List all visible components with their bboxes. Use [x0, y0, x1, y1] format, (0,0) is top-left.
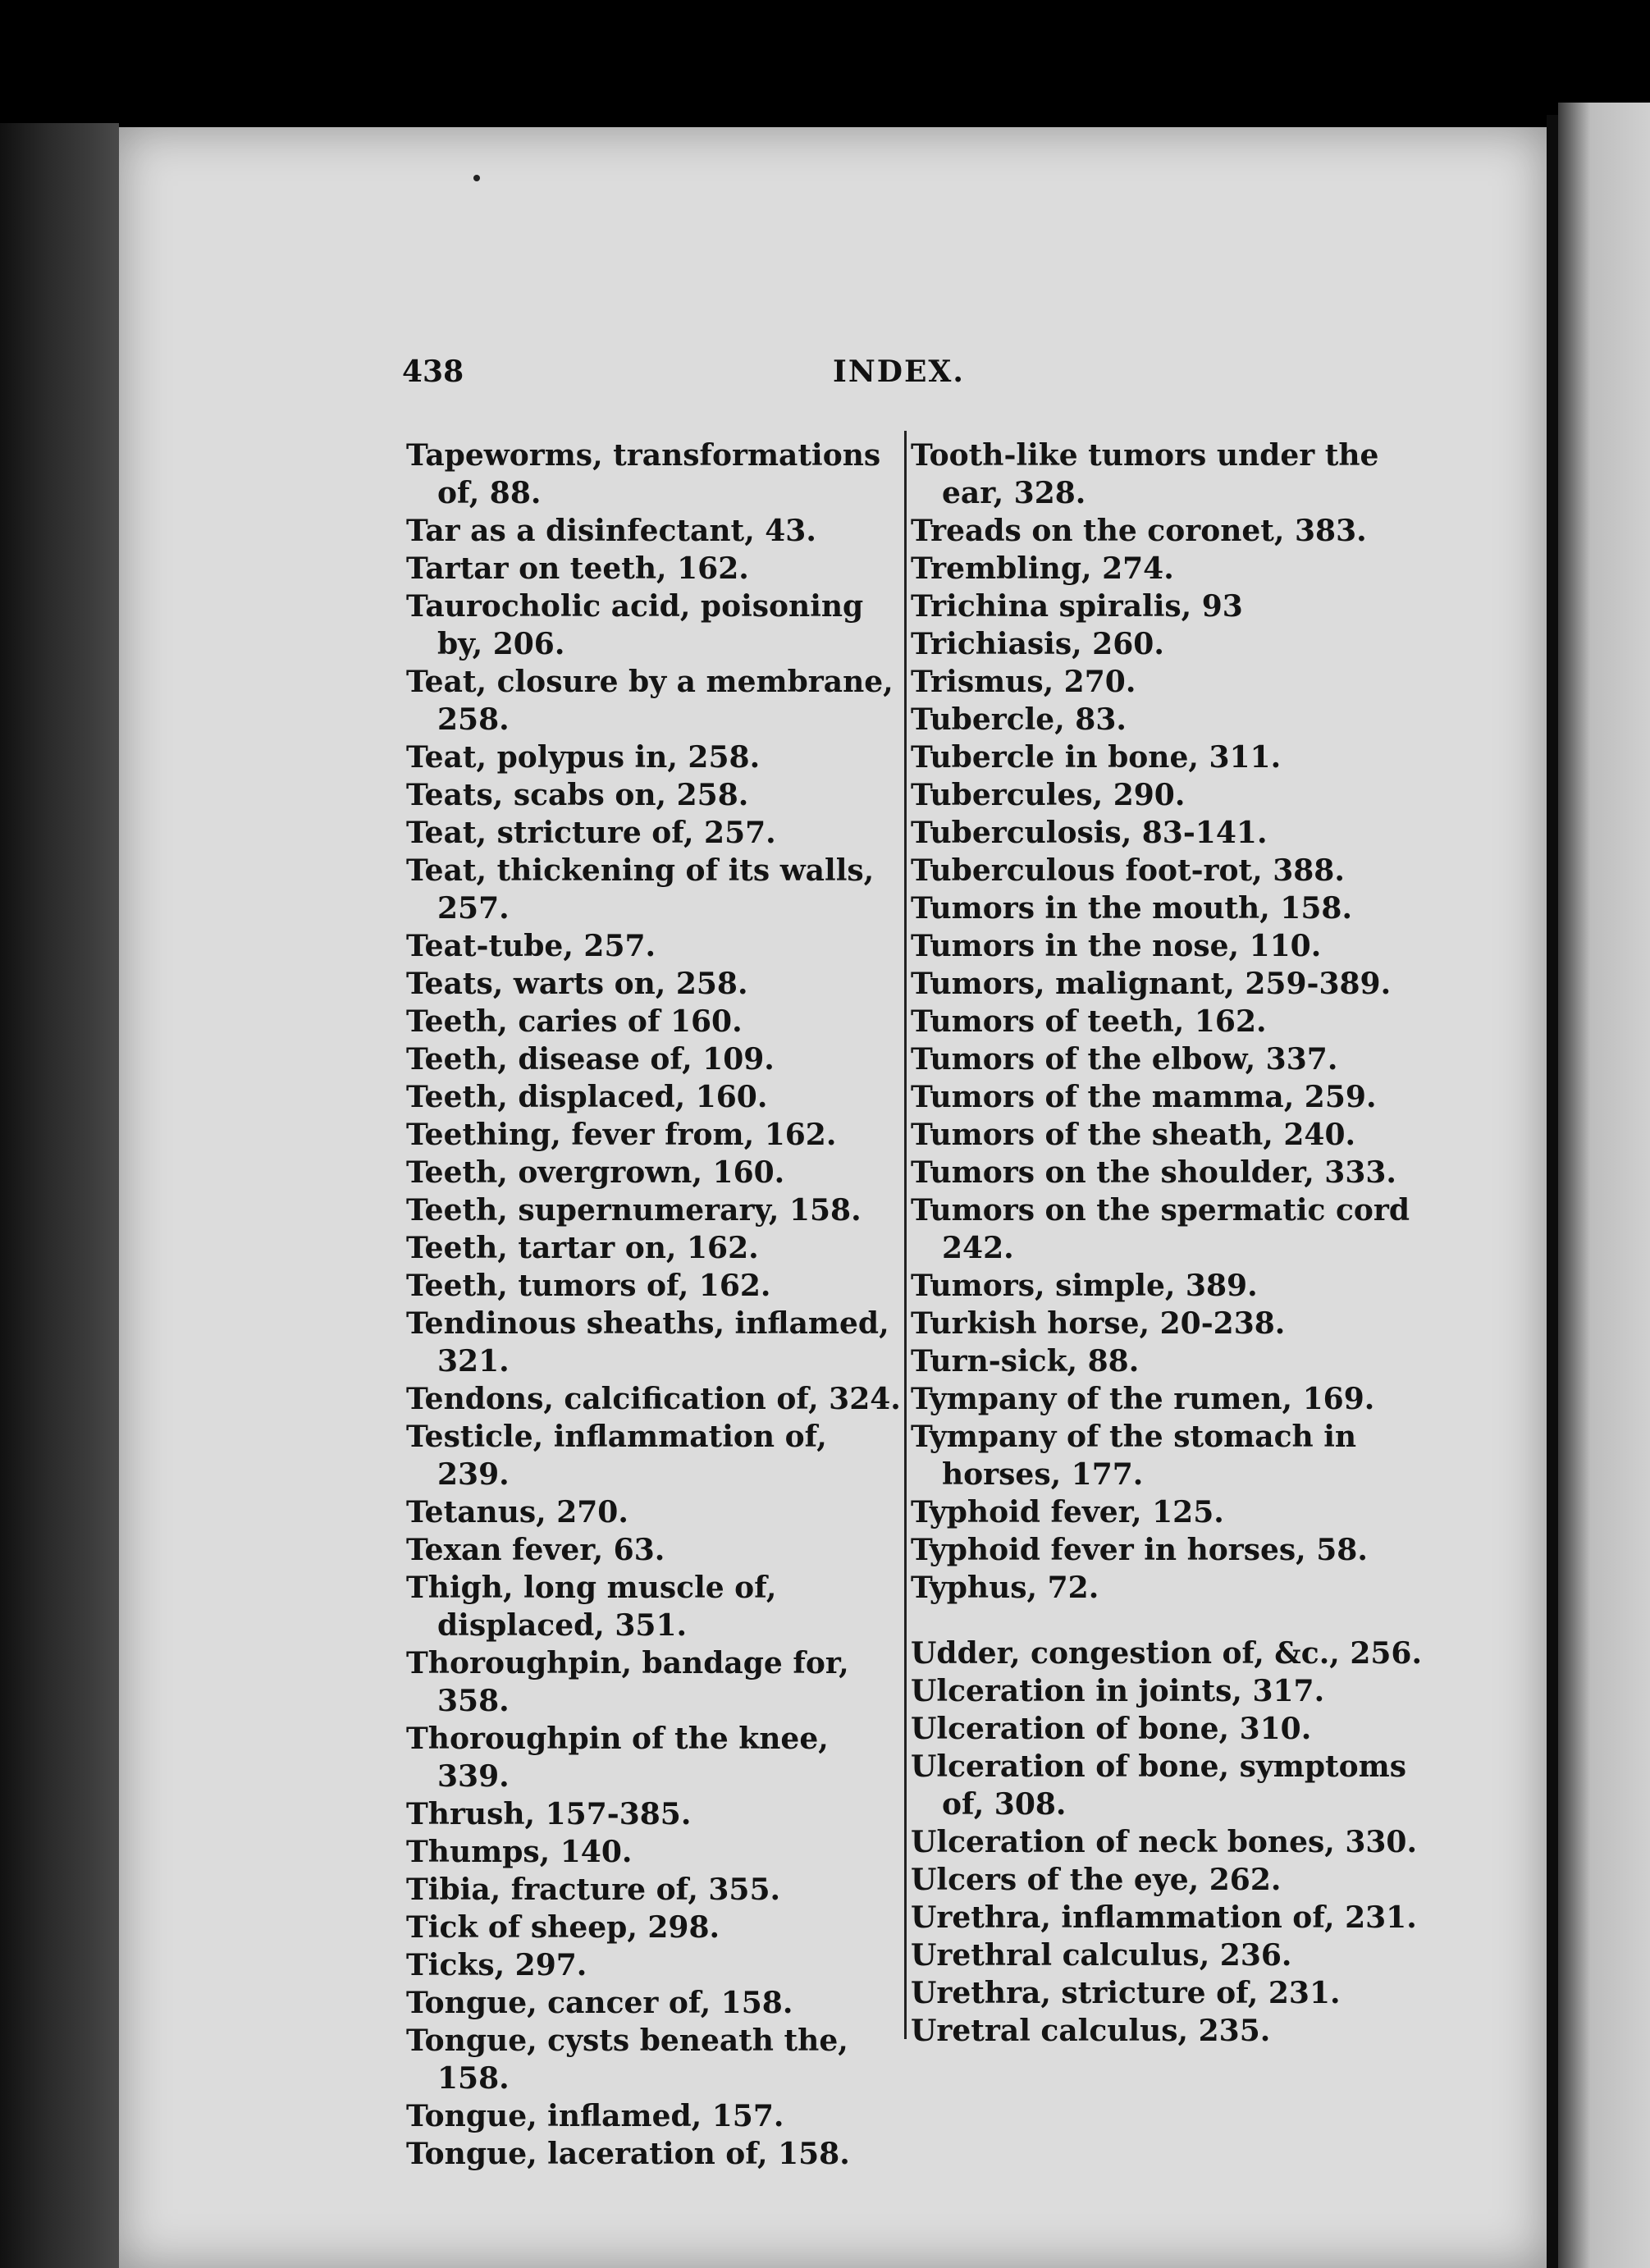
index-entry: Trembling, 274. — [911, 551, 1174, 586]
index-entry: Teeth, displaced, 160. — [406, 1080, 768, 1114]
index-entry: Uretral calculus, 235. — [911, 2014, 1271, 2048]
index-entry: Typhoid fever in horses, 58. — [911, 1533, 1368, 1567]
ink-speck — [473, 175, 480, 181]
index-entry: Texan fever, 63. — [406, 1533, 665, 1567]
index-entry: Tuberculosis, 83-141. — [911, 816, 1268, 850]
index-entry: Urethra, stricture of, 231. — [911, 1976, 1341, 2010]
index-entry: Thumps, 140. — [406, 1835, 633, 1869]
index-entry: Tooth-like tumors under the ear, 328. — [911, 438, 1379, 510]
index-entry: Tick of sheep, 298. — [406, 1910, 720, 1945]
index-entry: Tumors of the elbow, 337. — [911, 1042, 1338, 1077]
index-entry: Tumors of the sheath, 240. — [911, 1118, 1356, 1152]
index-entry: Ticks, 297. — [406, 1948, 587, 1982]
index-entry: Thigh, long muscle of, displaced, 351. — [406, 1571, 777, 1643]
index-entry: Tympany of the rumen, 169. — [911, 1382, 1375, 1416]
index-entry: Tar as a disinfectant, 43. — [406, 514, 816, 548]
index-entry: Tubercules, 290. — [911, 778, 1186, 812]
index-entry: Tetanus, 270. — [406, 1495, 628, 1530]
facing-page-edge — [1558, 103, 1650, 2268]
index-entry: Tumors on the shoulder, 333. — [911, 1155, 1396, 1190]
index-entry: Teething, fever from, 162. — [406, 1118, 837, 1152]
index-entry: Teats, warts on, 258. — [406, 967, 748, 1001]
index-entry: Teats, scabs on, 258. — [406, 778, 749, 812]
index-entry: Trismus, 270. — [911, 665, 1136, 699]
index-entry: Ulceration of neck bones, 330. — [911, 1825, 1417, 1859]
index-entry: Taurocholic acid, poisoning by, 206. — [406, 589, 864, 661]
index-entry: Ulcers of the eye, 262. — [911, 1863, 1282, 1897]
index-entry: Tongue, cancer of, 158. — [406, 1986, 793, 2020]
index-entry: Trichiasis, 260. — [911, 627, 1164, 661]
index-entry: Teat, thickening of its walls, 257. — [406, 853, 875, 926]
index-entry: Turkish horse, 20-238. — [911, 1306, 1286, 1341]
book-left-edge — [0, 123, 119, 2268]
index-entry: Tympany of the stomach in horses, 177. — [911, 1420, 1357, 1492]
index-entry: Tartar on teeth, 162. — [406, 551, 749, 586]
index-entry: Tumors, simple, 389. — [911, 1269, 1258, 1303]
index-entry: Testicle, inflammation of, 239. — [406, 1420, 827, 1492]
index-entry: Teat, polypus in, 258. — [406, 740, 761, 775]
index-entry: Typhus, 72. — [911, 1571, 1099, 1605]
index-entry: Teeth, overgrown, 160. — [406, 1155, 785, 1190]
index-entry: Ulceration in joints, 317. — [911, 1674, 1325, 1708]
index-entry: Treads on the coronet, 383. — [911, 514, 1367, 548]
index-entry: Thoroughpin, bandage for, 358. — [406, 1646, 849, 1718]
index-entry: Teeth, tumors of, 162. — [406, 1269, 771, 1303]
index-column-right — [911, 437, 1436, 2050]
index-entry: Typhoid fever, 125. — [911, 1495, 1224, 1530]
index-entry: Ulceration of bone, symptoms of, 308. — [911, 1749, 1407, 1822]
index-entry: Tuberculous foot-rot, 388. — [911, 853, 1345, 888]
index-entry: Udder, congestion of, &c., 256. — [911, 1636, 1423, 1671]
index-entry: Tumors, malignant, 259-389. — [911, 967, 1392, 1001]
index-entry: Teat, stricture of, 257. — [406, 816, 776, 850]
index-entry: Tongue, cysts beneath the, 158. — [406, 2023, 848, 2096]
index-entry: Tubercle in bone, 311. — [911, 740, 1282, 775]
index-entry: Tumors in the nose, 110. — [911, 929, 1322, 963]
index-entry: Tumors of teeth, 162. — [911, 1004, 1267, 1039]
page-gutter — [1547, 115, 1558, 2268]
index-entry: Tongue, inflamed, 157. — [406, 2099, 784, 2133]
index-entry: Tumors of the mamma, 259. — [911, 1080, 1377, 1114]
index-entry: Teat, closure by a membrane, 258. — [406, 665, 894, 737]
index-entry: Thoroughpin of the knee, 339. — [406, 1722, 829, 1794]
running-head — [402, 354, 968, 404]
index-entry: Teeth, caries of 160. — [406, 1004, 743, 1039]
index-entry: Teeth, disease of, 109. — [406, 1042, 775, 1077]
index-entry: Tibia, fracture of, 355. — [406, 1872, 781, 1907]
index-entry: Urethra, inflammation of, 231. — [911, 1900, 1417, 1935]
index-entry: Tubercle, 83. — [911, 702, 1127, 737]
index-entry: Teeth, supernumerary, 158. — [406, 1193, 862, 1228]
index-entry: Tongue, laceration of, 158. — [406, 2137, 850, 2171]
index-entry: Tumors in the mouth, 158. — [911, 891, 1352, 926]
index-entry: Tapeworms, transformations of, 88. — [406, 438, 881, 510]
index-entry: Tendinous sheaths, inflamed, 321. — [406, 1306, 889, 1379]
index-entry: Teat-tube, 257. — [406, 929, 656, 963]
page-number: 438 — [402, 354, 464, 389]
index-entry: Teeth, tartar on, 162. — [406, 1231, 759, 1265]
index-entry: Ulceration of bone, 310. — [911, 1712, 1312, 1746]
page-title: INDEX. — [833, 354, 965, 389]
index-entry: Urethral calculus, 236. — [911, 1938, 1292, 1973]
index-entry: Tendons, calcification of, 324. — [406, 1382, 901, 1416]
index-column-left — [406, 437, 907, 2173]
index-entry: Tumors on the spermatic cord 242. — [911, 1193, 1410, 1265]
index-entry: Turn-sick, 88. — [911, 1344, 1140, 1379]
index-entry: Thrush, 157-385. — [406, 1797, 692, 1831]
index-entry: Trichina spiralis, 93 — [911, 589, 1243, 624]
